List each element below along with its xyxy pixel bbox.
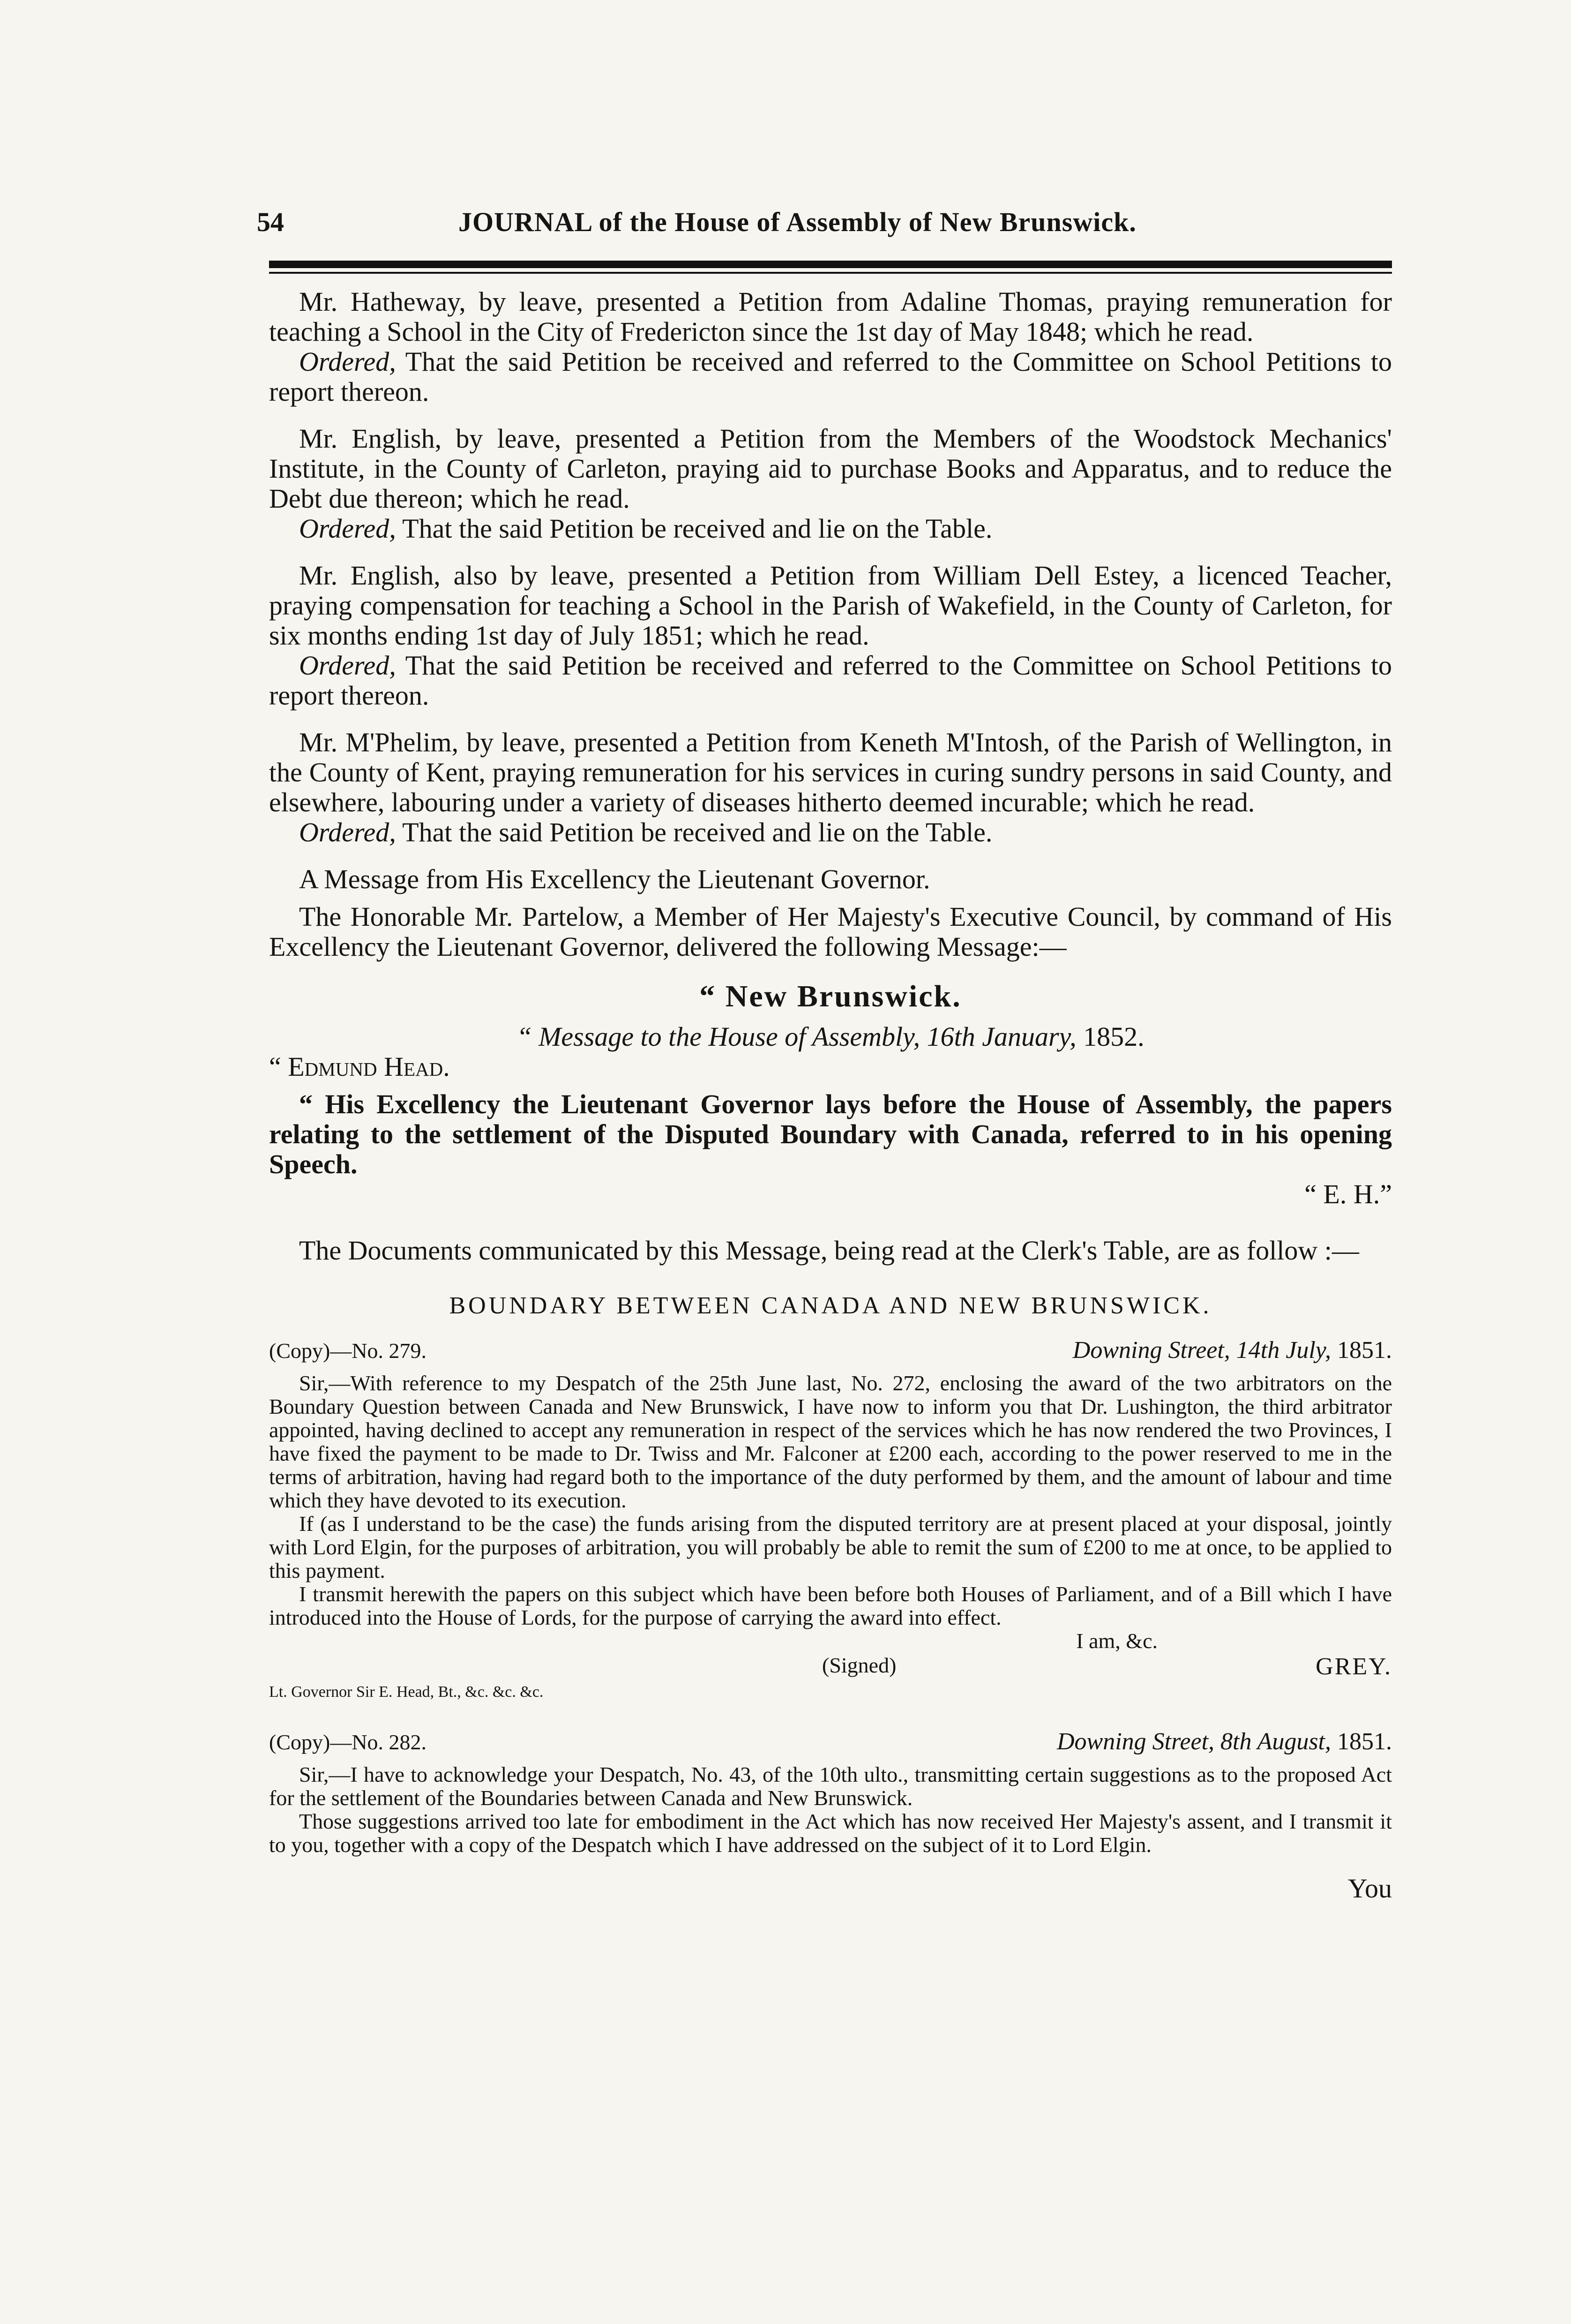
paragraph-partelow-delivery: The Honorable Mr. Partelow, a Member of Her Majesty's Executive Council, by command of His Excellency the Lieutenant Governor, delivered the following Message:— [269,901,1392,962]
message-initials: “ E. H.” [1304,1179,1392,1209]
letter2-reference-row [269,1728,1392,1755]
letter2-paragraph-2: Those suggestions arrived too late for embodiment in the Act which has now received Her Majesty's assent, and I transmit it to you, together with a copy of the Despatch which I have addressed on the subject of it to Lord Elgin. [269,1809,1392,1857]
ordered-label: Ordered, [299,650,396,681]
header-rule-thin [269,272,1392,274]
letter1-paragraph-2: If (as I understand to be the case) the funds arising from the disputed territory are at present placed at your disposal, jointly with Lord Elgin, for the purposes of arbitration, you will probably be able to remit the sum of £200 to me at once, to be applied to this payment. [269,1512,1392,1582]
page-number: 54 [257,207,284,237]
documents-intro: The Documents communicated by this Message, being read at the Clerk's Table, are as follow :— [299,1235,1359,1266]
order-text: That the said Petition be received and lie on the Table. [402,817,993,847]
ordered-label: Ordered, [299,817,396,847]
letter1-reference-row [269,1336,1392,1364]
letter1-place-date-text: Downing Street, 14th July, [1072,1337,1331,1364]
message-dateline-year: 1852. [1083,1021,1145,1052]
order-estey-petition [269,651,1392,711]
order-hatheway-petition [269,347,1392,407]
paragraph-message-announcement: A Message from His Excellency the Lieutenant Governor. [299,864,930,894]
ordered-label: Ordered, [299,346,396,377]
paragraph-estey-petition: Mr. English, also by leave, presented a Petition from William Dell Estey, a licenced Teacher, praying compensation for teaching a School in the Parish of Wakefield, in the County of Carleton, for six months ending 1st day of July 1851; which he read. [269,560,1392,651]
paragraph-hatheway-petition: Mr. Hatheway, by leave, presented a Petition from Adaline Thomas, praying remuneration for teaching a School in the City of Fredericton since the 1st day of May 1848; which he read. [269,286,1392,347]
letter1-closing: I am, &c. [1076,1629,1158,1653]
letter1-reference: (Copy)—No. 279. [269,1339,427,1363]
letter1-paragraph-3: I transmit herewith the papers on this subject which have been before both Houses of Parliament, and of a Bill which I have introduced into the House of Lords, for the purpose of carrying the award into effect. [269,1582,1392,1629]
header-rule-thick [269,261,1392,268]
letter2-paragraph-1: Sir,—I have to acknowledge your Despatch, No. 43, of the 10th ulto., transmitting certain suggestions as to the proposed Act for the settlement of the Boundaries between Canada and New Brunswick. [269,1762,1392,1810]
letter1-addressee: Lt. Governor Sir E. Head, Bt., &c. &c. &c. [269,1683,544,1701]
letter1-place-date [1073,1336,1392,1364]
paragraph-mphelim-petition: Mr. M'Phelim, by leave, presented a Petition from Keneth M'Intosh, of the Parish of Wellington, in the County of Kent, praying remuneration for his services in curing sundry persons in said County, and elsewhere, labouring under a variety of diseases hitherto deemed incurable; which he read. [269,727,1392,817]
catchword: You [1347,1873,1392,1904]
order-text: That the said Petition be received and referred to the Committee on School Petitions to report thereon. [269,650,1392,711]
order-mphelim-petition [269,817,1392,847]
page-body [269,287,1392,1904]
letter2-place-date [1057,1728,1392,1755]
letter1-signature-row [269,1653,1392,1683]
ordered-label: Ordered, [299,513,396,544]
message-signatory: “ Edmund Head. [269,1051,450,1082]
paragraph-english-petition: Mr. English, by leave, presented a Petition from the Members of the Woodstock Mechanics' Institute, in the County of Carleton, praying aid to purchase Books and Apparatus, and to reduce the Debt due thereon; which he read. [269,423,1392,514]
letter1-paragraph-1: Sir,—With reference to my Despatch of the 25th June last, No. 272, enclosing the award of the two arbitrators on the Boundary Question between Canada and New Brunswick, I have now to inform you that Dr. Lushington, the third arbitrator appointed, having declined to accept any remuneration in respect of the services which he has now rendered the two Provinces, I have fixed the payment to be made to Dr. Twiss and Mr. Falconer at £200 each, according to the power reserved to me in the terms of arbitration, having had regard both to the importance of the duty performed by them, and the amount of labour and time which they have devoted to its execution. [269,1371,1392,1512]
letter2-reference: (Copy)—No. 282. [269,1730,427,1754]
section-heading: BOUNDARY BETWEEN CANADA AND NEW BRUNSWICK. [449,1292,1212,1319]
letter1-signature: GREY. [1316,1653,1392,1680]
message-body: “ His Excellency the Lieutenant Governor lays before the House of Assembly, the papers relating to the settlement of the Disputed Boundary with Canada, referred to in his opening Speech. [269,1089,1392,1179]
letter2-place-date-text: Downing Street, 8th August, [1057,1728,1331,1755]
order-english-petition [269,514,1392,544]
letter2-year: 1851. [1337,1728,1392,1755]
letter1-signed-label: (Signed) [822,1653,897,1677]
order-text: That the said Petition be received and lie on the Table. [402,513,993,544]
letter1-year: 1851. [1337,1337,1392,1364]
message-dateline-text: “ Message to the House of Assembly, 16th January, [516,1021,1077,1052]
running-title: JOURNAL of the House of Assembly of New Brunswick. [458,207,1137,237]
message-dateline [269,1022,1392,1052]
message-heading: “ New Brunswick. [699,979,962,1013]
page-header [257,206,1389,244]
order-text: That the said Petition be received and referred to the Committee on School Petitions to report thereon. [269,346,1392,407]
